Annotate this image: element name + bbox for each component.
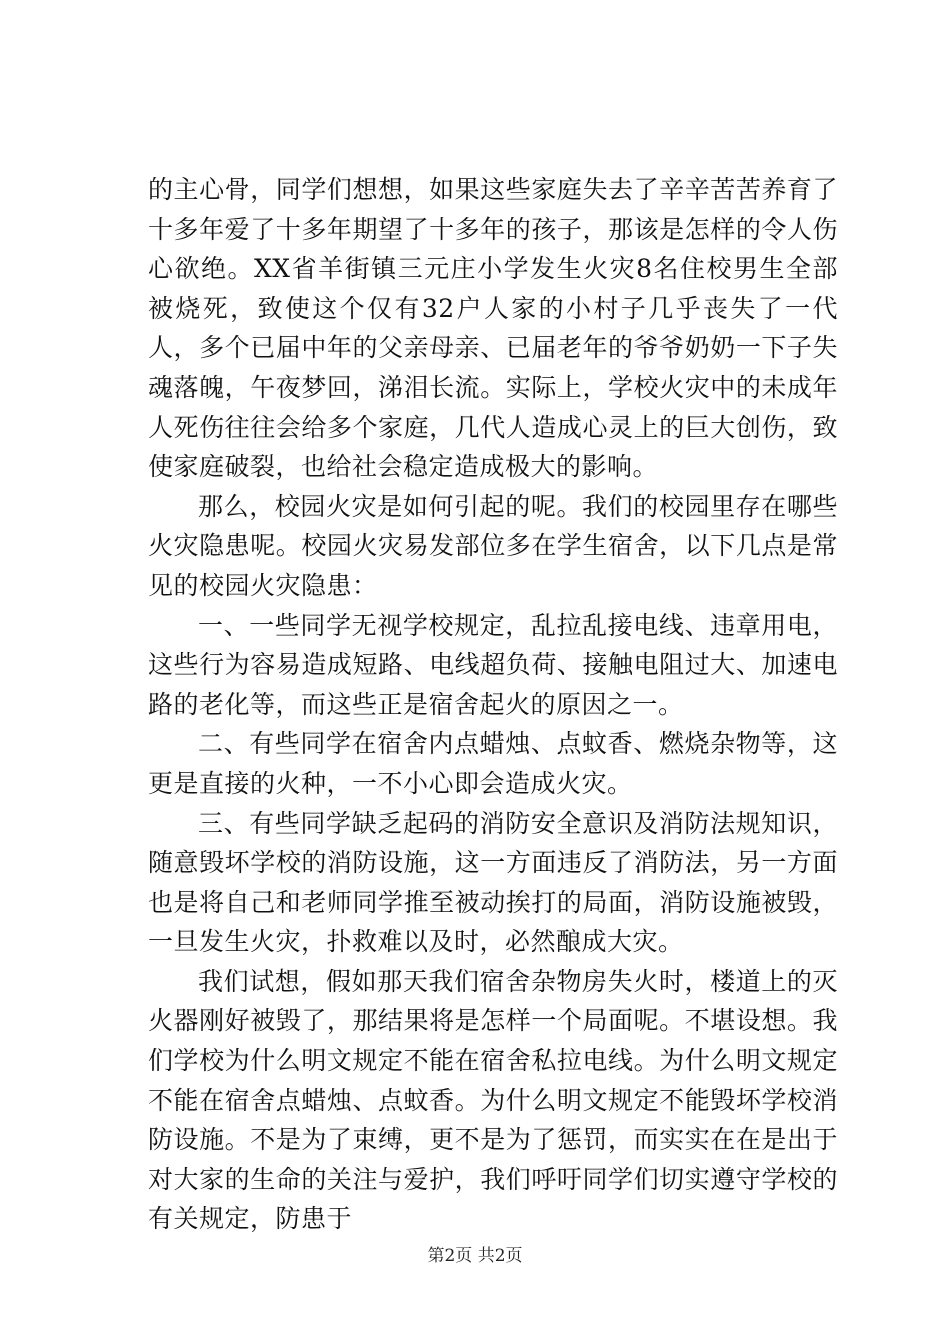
page-footer: 第2页 共2页 bbox=[427, 1246, 523, 1266]
paragraph-4: 二、有些同学在宿舍内点蜡烛、点蚊香、燃烧杂物等，这更是直接的火种，一不小心即会造成火灾。 bbox=[148, 729, 838, 798]
paragraph-6: 我们试想，假如那天我们宿舍杂物房失火时，楼道上的灭火器刚好被毁了，那结果将是怎样一个局面呢。不堪设想。我们学校为什么明文规定不能在宿舍私拉电线。为什么明文规定不能在宿舍点蜡烛、点蚊香。为什么明文规定不能毁坏学校消防设施。不是为了束缚，更不是为了惩罚，而实实在在是出于对大家的生命的关注与爱护，我们呼吁同学们切实遵守学校的有关规定，防患于 bbox=[148, 966, 838, 1234]
document-body bbox=[148, 170, 838, 1239]
paragraph-5: 三、有些同学缺乏起码的消防安全意识及消防法规知识，随意毁坏学校的消防设施，这一方面违反了消防法，另一方面也是将自己和老师同学推至被动挨打的局面，消防设施被毁，一旦发生火灾，扑救难以及时，必然酿成大灾。 bbox=[148, 808, 838, 957]
paragraph-1: 的主心骨，同学们想想，如果这些家庭失去了辛辛苦苦养育了十多年爱了十多年期望了十多年的孩子，那该是怎样的令人伤心欲绝。XX省羊街镇三元庄小学发生火灾8名住校男生全部被烧死，致使这个仅有32户人家的小村子几乎丧失了一代人，多个已届中年的父亲母亲、已届老年的爷爷奶奶一下子失魂落魄，午夜梦回，涕泪长流。实际上，学校火灾中的未成年人死伤往往会给多个家庭，几代人造成心灵上的巨大创伤，致使家庭破裂，也给社会稳定造成极大的影响。 bbox=[148, 175, 838, 482]
paragraph-3: 一、一些同学无视学校规定，乱拉乱接电线、违章用电，这些行为容易造成短路、电线超负荷、接触电阻过大、加速电路的老化等，而这些正是宿舍起火的原因之一。 bbox=[148, 610, 838, 719]
paragraph-2: 那么，校园火灾是如何引起的呢。我们的校园里存在哪些火灾隐患呢。校园火灾易发部位多在学生宿舍，以下几点是常见的校园火灾隐患： bbox=[148, 491, 838, 600]
